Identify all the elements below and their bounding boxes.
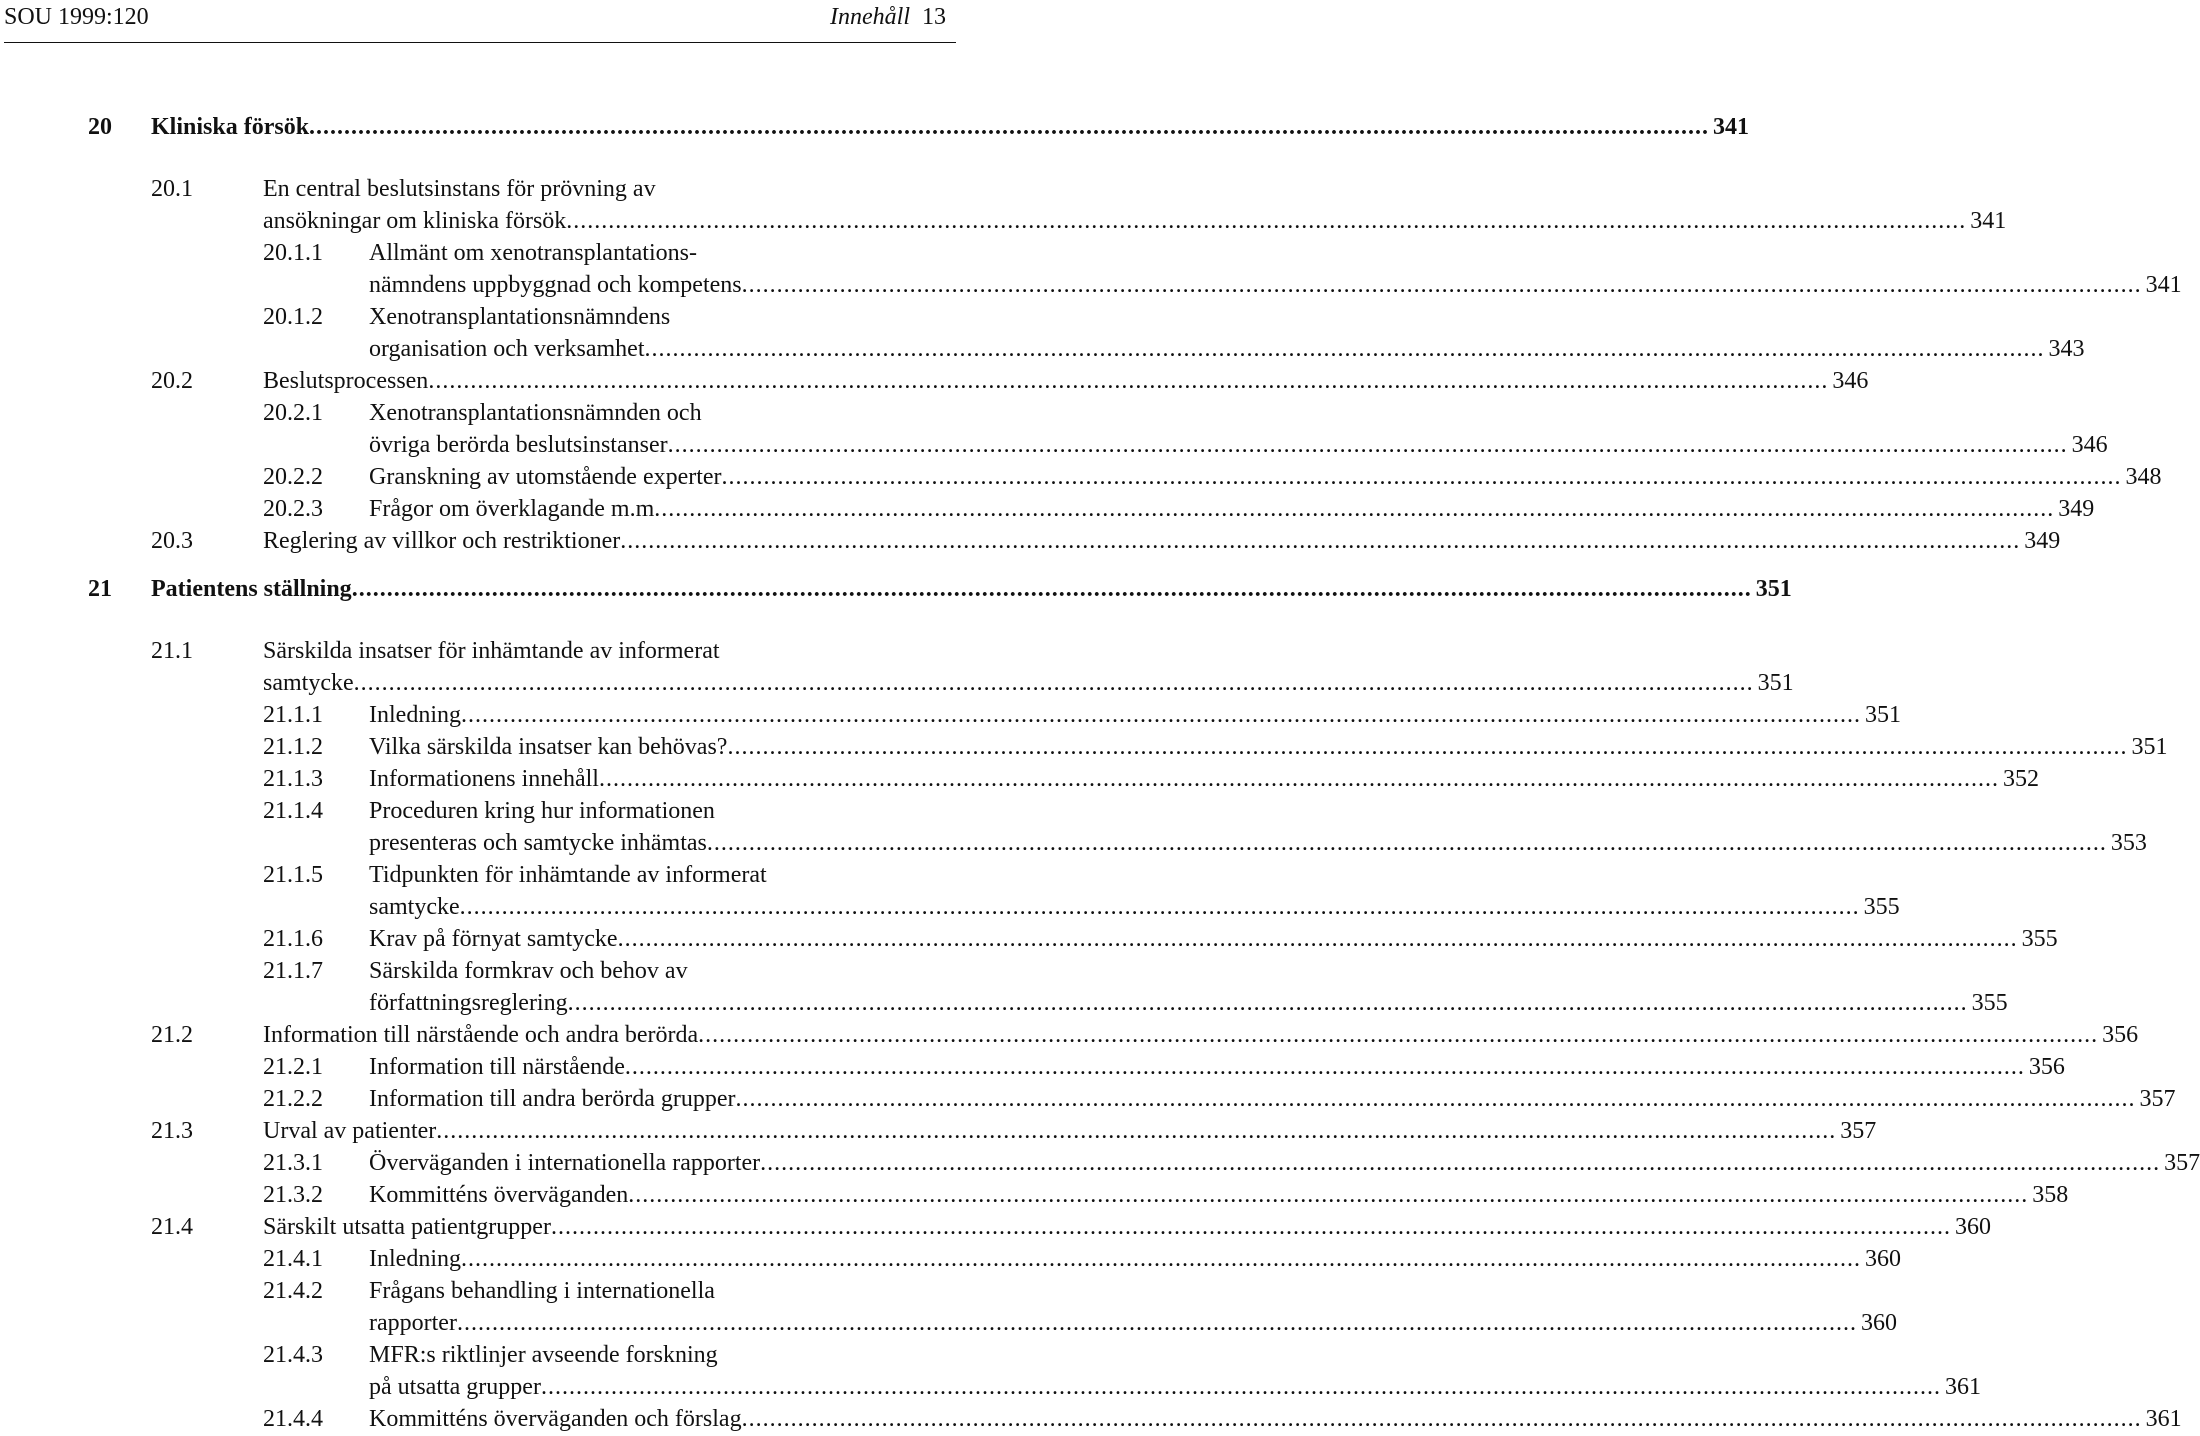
toc-entry-title: nämndens uppbyggnad och kompetens <box>369 272 742 299</box>
dot-leader: ........................................................................................................................................................................................................ <box>741 272 2142 299</box>
toc-entry-title: organisation och verksamhet <box>369 336 645 363</box>
toc-entry[interactable] <box>369 1306 1897 1340</box>
toc-number: 20.2.3 <box>263 496 323 522</box>
header-page-number: 13 <box>922 4 946 30</box>
toc-entry-title: Information till andra berörda grupper <box>369 1086 736 1112</box>
toc-entry[interactable] <box>369 762 2039 796</box>
toc-page-number: 357 <box>2164 1150 2200 1176</box>
toc-page-number: 355 <box>1863 894 1900 921</box>
dot-leader: ........................................................................................................................................................................................................ <box>617 926 2018 952</box>
toc-entry-title: En central beslutsinstans för prövning av <box>263 176 656 202</box>
dot-leader: ........................................................................................................................................................................................................ <box>567 990 1968 1017</box>
toc-number: 21.3 <box>151 1118 193 1144</box>
toc-entry-title: Krav på förnyat samtycke <box>369 926 618 952</box>
dot-leader: ........................................................................................................................................................................................................ <box>760 1150 2161 1176</box>
toc-number: 20.2 <box>151 368 193 394</box>
toc-entry-title: Urval av patienter <box>263 1118 437 1144</box>
dot-leader: ........................................................................................................................................................................................................ <box>628 1182 2029 1208</box>
toc-entry-line <box>263 634 908 668</box>
toc-page-number: 343 <box>2048 336 2085 363</box>
toc-entry-title: samtycke <box>369 894 460 921</box>
dot-leader: ........................................................................................................................................................................................................ <box>727 734 2128 760</box>
toc-entry-line <box>369 858 908 892</box>
toc-number: 21.1.2 <box>263 734 323 760</box>
dot-leader: ........................................................................................................................................................................................................ <box>721 464 2122 490</box>
toc-number: 20.2.1 <box>263 400 323 426</box>
toc-number: 21.4.3 <box>263 1342 323 1368</box>
toc-entry-title: Kommitténs överväganden och förslag <box>369 1406 742 1432</box>
toc-entry[interactable] <box>369 986 2008 1020</box>
toc-entry[interactable] <box>369 698 1901 732</box>
toc-entry[interactable] <box>369 492 2095 526</box>
toc-entry[interactable] <box>151 572 1792 606</box>
toc-entry-title: Överväganden i internationella rapporter <box>369 1150 761 1176</box>
toc-number: 21.4 <box>151 1214 193 1240</box>
toc-page-number: 341 <box>1713 114 1750 140</box>
toc-entry-title: Särskilda insatser för inhämtande av informerat <box>263 638 720 664</box>
toc-number: 21.1.6 <box>263 926 323 952</box>
toc-entry-title: författningsreglering <box>369 990 568 1017</box>
toc-entry-title: MFR:s riktlinjer avseende forskning <box>369 1342 718 1368</box>
toc-entry[interactable] <box>263 364 1869 398</box>
toc-number: 20.1.1 <box>263 240 323 266</box>
dot-leader: ........................................................................................................................................................................................................ <box>598 766 1999 792</box>
toc-page-number: 360 <box>1954 1214 1991 1240</box>
toc-page-number: 361 <box>1944 1374 1981 1401</box>
toc-entry-line <box>263 172 908 206</box>
toc-entry[interactable] <box>369 1402 2182 1436</box>
dot-leader: ........................................................................................................................................................................................................ <box>428 368 1829 394</box>
toc-page-number: 355 <box>1971 990 2008 1017</box>
toc-number: 21.4.4 <box>263 1406 323 1432</box>
toc-entry-line <box>369 300 908 334</box>
toc-number: 21.1.5 <box>263 862 323 888</box>
toc-number: 21.4.2 <box>263 1278 323 1304</box>
toc-entry-title: rapporter <box>369 1310 457 1337</box>
toc-entry-title: Inledning <box>369 702 461 728</box>
toc-entry[interactable] <box>263 666 1794 700</box>
toc-entry[interactable] <box>369 730 2168 764</box>
toc-entry-title: Allmänt om xenotransplantations- <box>369 240 697 266</box>
dot-leader: ........................................................................................................................................................................................................ <box>540 1374 1941 1401</box>
toc-entry-title: ansökningar om kliniska försök <box>263 208 567 235</box>
toc-entry-title: Vilka särskilda insatser kan behövas? <box>369 734 728 760</box>
dot-leader: ........................................................................................................................................................................................................ <box>566 208 1967 235</box>
toc-entry[interactable] <box>369 1178 2069 1212</box>
toc-entry-title: Kommitténs överväganden <box>369 1182 629 1208</box>
toc-entry[interactable] <box>151 110 1750 144</box>
toc-page-number: 351 <box>1864 702 1901 728</box>
toc-entry-line <box>369 236 908 270</box>
dot-leader: ........................................................................................................................................................................................................ <box>436 1118 1837 1144</box>
toc-entry-title: Reglering av villkor och restriktioner <box>263 528 621 554</box>
toc-number: 21.3.2 <box>263 1182 323 1208</box>
toc-entry[interactable] <box>369 1370 1981 1404</box>
dot-leader: ........................................................................................................................................................................................................ <box>460 1246 1861 1272</box>
toc-page-number: 341 <box>1970 208 2007 235</box>
toc-page-number: 346 <box>2071 432 2108 459</box>
toc-entry[interactable] <box>369 1050 2065 1084</box>
dot-leader: ........................................................................................................................................................................................................ <box>706 830 2107 857</box>
report-id: SOU 1999:120 <box>4 4 149 30</box>
dot-leader: ........................................................................................................................................................................................................ <box>667 432 2068 459</box>
toc-page-number: 349 <box>2024 528 2061 554</box>
toc-page-number: 346 <box>1832 368 1869 394</box>
toc-page-number: 360 <box>1864 1246 1901 1272</box>
toc-entry-title: Proceduren kring hur informationen <box>369 798 715 824</box>
toc-entry-line <box>369 954 908 988</box>
toc-entry[interactable] <box>369 460 2162 494</box>
toc-entry[interactable] <box>369 332 2085 366</box>
toc-number: 20 <box>88 114 112 140</box>
toc-entry-title: Xenotransplantationsnämndens <box>369 304 671 330</box>
dot-leader: ........................................................................................................................................................................................................ <box>644 336 2045 363</box>
dot-leader: ........................................................................................................................................................................................................ <box>550 1214 1951 1240</box>
toc-entry-title: Beslutsprocessen <box>263 368 429 394</box>
toc-number: 21.1.4 <box>263 798 323 824</box>
toc-number: 21.2 <box>151 1022 193 1048</box>
dot-leader: ........................................................................................................................................................................................................ <box>654 496 2055 522</box>
toc-entry-title: Särskilt utsatta patientgrupper <box>263 1214 551 1240</box>
toc-number: 21 <box>88 576 112 602</box>
toc-page-number: 361 <box>2145 1406 2182 1432</box>
toc-entry-title: Informationens innehåll <box>369 766 599 792</box>
toc-number: 21.1.7 <box>263 958 323 984</box>
toc-entry-title: Inledning <box>369 1246 461 1272</box>
toc-page-number: 353 <box>2110 830 2147 857</box>
dot-leader: ........................................................................................................................................................................................................ <box>353 670 1754 697</box>
toc-entry-title: Frågor om överklagande m.m <box>369 496 655 522</box>
toc-page-number: 352 <box>2002 766 2039 792</box>
toc-entry[interactable] <box>369 890 1900 924</box>
toc-entry-line <box>369 1274 908 1308</box>
toc-entry[interactable] <box>369 428 2108 462</box>
toc-entry-title: Kliniska försök <box>151 114 310 140</box>
toc-entry-title: Patientens ställning <box>151 576 352 602</box>
toc-page-number: 356 <box>2028 1054 2065 1080</box>
toc-entry-title: Särskilda formkrav och behov av <box>369 958 688 984</box>
toc-entry[interactable] <box>369 922 2058 956</box>
toc-entry[interactable] <box>369 1082 2176 1116</box>
toc-entry-line <box>369 396 908 430</box>
dot-leader: ........................................................................................................................................................................................................ <box>741 1406 2142 1432</box>
dot-leader: ........................................................................................................................................................................................................ <box>624 1054 2025 1080</box>
toc-page-number: 351 <box>2131 734 2168 760</box>
toc-number: 21.1.1 <box>263 702 323 728</box>
dot-leader: ........................................................................................................................................................................................................ <box>459 894 1860 921</box>
toc-page-number: 358 <box>2032 1182 2069 1208</box>
dot-leader: ........................................................................................................................................................................................................ <box>698 1022 2099 1048</box>
dot-leader: ........................................................................................................................................................................................................ <box>309 114 1710 140</box>
toc-number: 20.1.2 <box>263 304 323 330</box>
toc-entry-title: presenteras och samtycke inhämtas <box>369 830 707 857</box>
dot-leader: ........................................................................................................................................................................................................ <box>351 576 1752 602</box>
toc-entry-title: Frågans behandling i internationella <box>369 1278 715 1304</box>
toc-entry-title: Granskning av utomstående experter <box>369 464 722 490</box>
toc-entry[interactable] <box>369 268 2182 302</box>
toc-entry[interactable] <box>263 204 2007 238</box>
dot-leader: ........................................................................................................................................................................................................ <box>620 528 2021 554</box>
toc-page-number: 341 <box>2145 272 2182 299</box>
toc-entry-title: Information till närstående och andra berörda <box>263 1022 699 1048</box>
toc-entry-title: samtycke <box>263 670 354 697</box>
toc-entry-title: Tidpunkten för inhämtande av informerat <box>369 862 767 888</box>
toc-entry-title: Xenotransplantationsnämnden och <box>369 400 702 426</box>
toc-entry-line <box>369 1338 908 1372</box>
toc-page-number: 348 <box>2125 464 2162 490</box>
dot-leader: ........................................................................................................................................................................................................ <box>735 1086 2136 1112</box>
toc-number: 20.2.2 <box>263 464 323 490</box>
toc-page-number: 356 <box>2102 1022 2139 1048</box>
toc-entry[interactable] <box>263 1114 1877 1148</box>
toc-entry[interactable] <box>369 1146 2200 1180</box>
toc-entry[interactable] <box>263 524 2061 558</box>
dot-leader: ........................................................................................................................................................................................................ <box>456 1310 1857 1337</box>
dot-leader: ........................................................................................................................................................................................................ <box>460 702 1861 728</box>
toc-number: 21.3.1 <box>263 1150 323 1176</box>
toc-entry-title: Information till närstående <box>369 1054 625 1080</box>
header-section-label: Innehåll <box>830 4 910 30</box>
toc-page-number: 357 <box>2139 1086 2176 1112</box>
toc-number: 21.2.1 <box>263 1054 323 1080</box>
toc-page-number: 355 <box>2021 926 2058 952</box>
toc-entry-line <box>369 794 908 828</box>
toc-page-number: 360 <box>1860 1310 1897 1337</box>
toc-page-number: 349 <box>2058 496 2095 522</box>
toc-number: 20.3 <box>151 528 193 554</box>
toc-entry[interactable] <box>369 826 2147 860</box>
toc-page-number: 357 <box>1840 1118 1877 1144</box>
toc-number: 21.2.2 <box>263 1086 323 1112</box>
toc-page-number: 351 <box>1757 670 1794 697</box>
toc-number: 21.1 <box>151 638 193 664</box>
toc-entry-title: på utsatta grupper <box>369 1374 541 1401</box>
toc-page-number: 351 <box>1755 576 1792 602</box>
toc-entry[interactable] <box>263 1018 2139 1052</box>
toc-entry[interactable] <box>369 1242 1901 1276</box>
toc-entry[interactable] <box>263 1210 1991 1244</box>
toc-entry-title: övriga berörda beslutsinstanser <box>369 432 668 459</box>
toc-number: 21.4.1 <box>263 1246 323 1272</box>
toc-number: 20.1 <box>151 176 193 202</box>
toc-number: 21.1.3 <box>263 766 323 792</box>
